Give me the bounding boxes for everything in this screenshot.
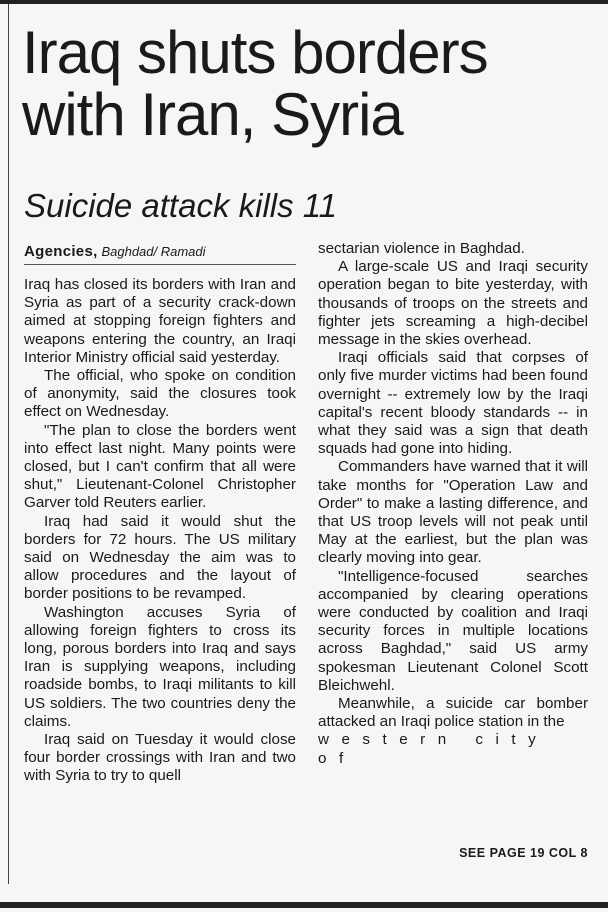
paragraph-continuation: sectarian violence in Baghdad. (318, 240, 525, 257)
byline-agency: Agencies, (24, 243, 98, 260)
left-column-rule (8, 4, 9, 884)
paragraph: Washington accuses Syria of allowing foreign fighters to cross its long, porous borders into Iraq and says Iran is supplying weapons, including roadside bombs, to Iraqi militants to kill US soldiers. The two countries deny the claims. (24, 603, 296, 730)
paragraph: "The plan to close the borders went into effect last night. Many points were closed, but I can't confirm that all were shut," Lieutenant-Colonel Christopher Garver told Reuters earlier. (24, 421, 296, 512)
byline (24, 241, 296, 262)
paragraph: A large-scale US and Iraqi security operation began to bite yesterday, with thousands of troops on the streets and fighter jets screaming a high-decibel message in the skies overhead. (318, 258, 588, 349)
top-rule (0, 0, 608, 4)
article-column-1 (24, 276, 296, 786)
byline-rule (24, 264, 296, 265)
paragraph: Iraq said on Tuesday it would close four border crossings with Iran and two with Syria to try to quell (24, 731, 296, 785)
paragraph: Iraqi officials said that corpses of only five murder victims had been found overnight -- extremely low by the Iraqi capital's recent bloody standards -- in what they said was a sign that death squads had gone into hiding. (318, 349, 588, 458)
deck-subheadline: Suicide attack kills 11 (24, 187, 338, 224)
paragraph: Meanwhile, a suicide car bomber attacked an Iraqi police station in the (318, 695, 588, 731)
paragraph: "Intelligence-focused searches accompanied by clearing operations were conducted by coalition and Iraqi security forces in multiple locations across Baghdad," said US army spokesman Lieutenant Colonel Scott Bleichwehl. (318, 567, 588, 694)
paragraph-last-line: western city of (318, 731, 549, 767)
paragraph: Commanders have warned that it will take months for "Operation Law and Order" to make a lasting difference, and that US troop levels will not peak until May at the earliest, but the plan was clearly moving into gear. (318, 458, 588, 567)
byline-place: Baghdad/ Ramadi (101, 244, 206, 259)
jump-line: SEE PAGE 19 COL 8 (459, 846, 588, 860)
paragraph: Iraq had said it would shut the borders for 72 hours. The US military said on Wednesday the aim was to allow procedures and the layout of border positions to be revamped. (24, 512, 296, 603)
headline: Iraq shuts borders with Iran, Syria (22, 19, 488, 148)
paragraph: The official, who spoke on condition of anonymity, said the closures took effect on Wednesday. (24, 367, 296, 421)
paragraph: Iraq has closed its borders with Iran and Syria as part of a security crack-down aimed at stopping foreign fighters and weapons entering the country, an Iraqi Interior Ministry official said yesterday. (24, 276, 296, 366)
bottom-rule (0, 902, 608, 908)
article-column-2 (318, 240, 588, 768)
